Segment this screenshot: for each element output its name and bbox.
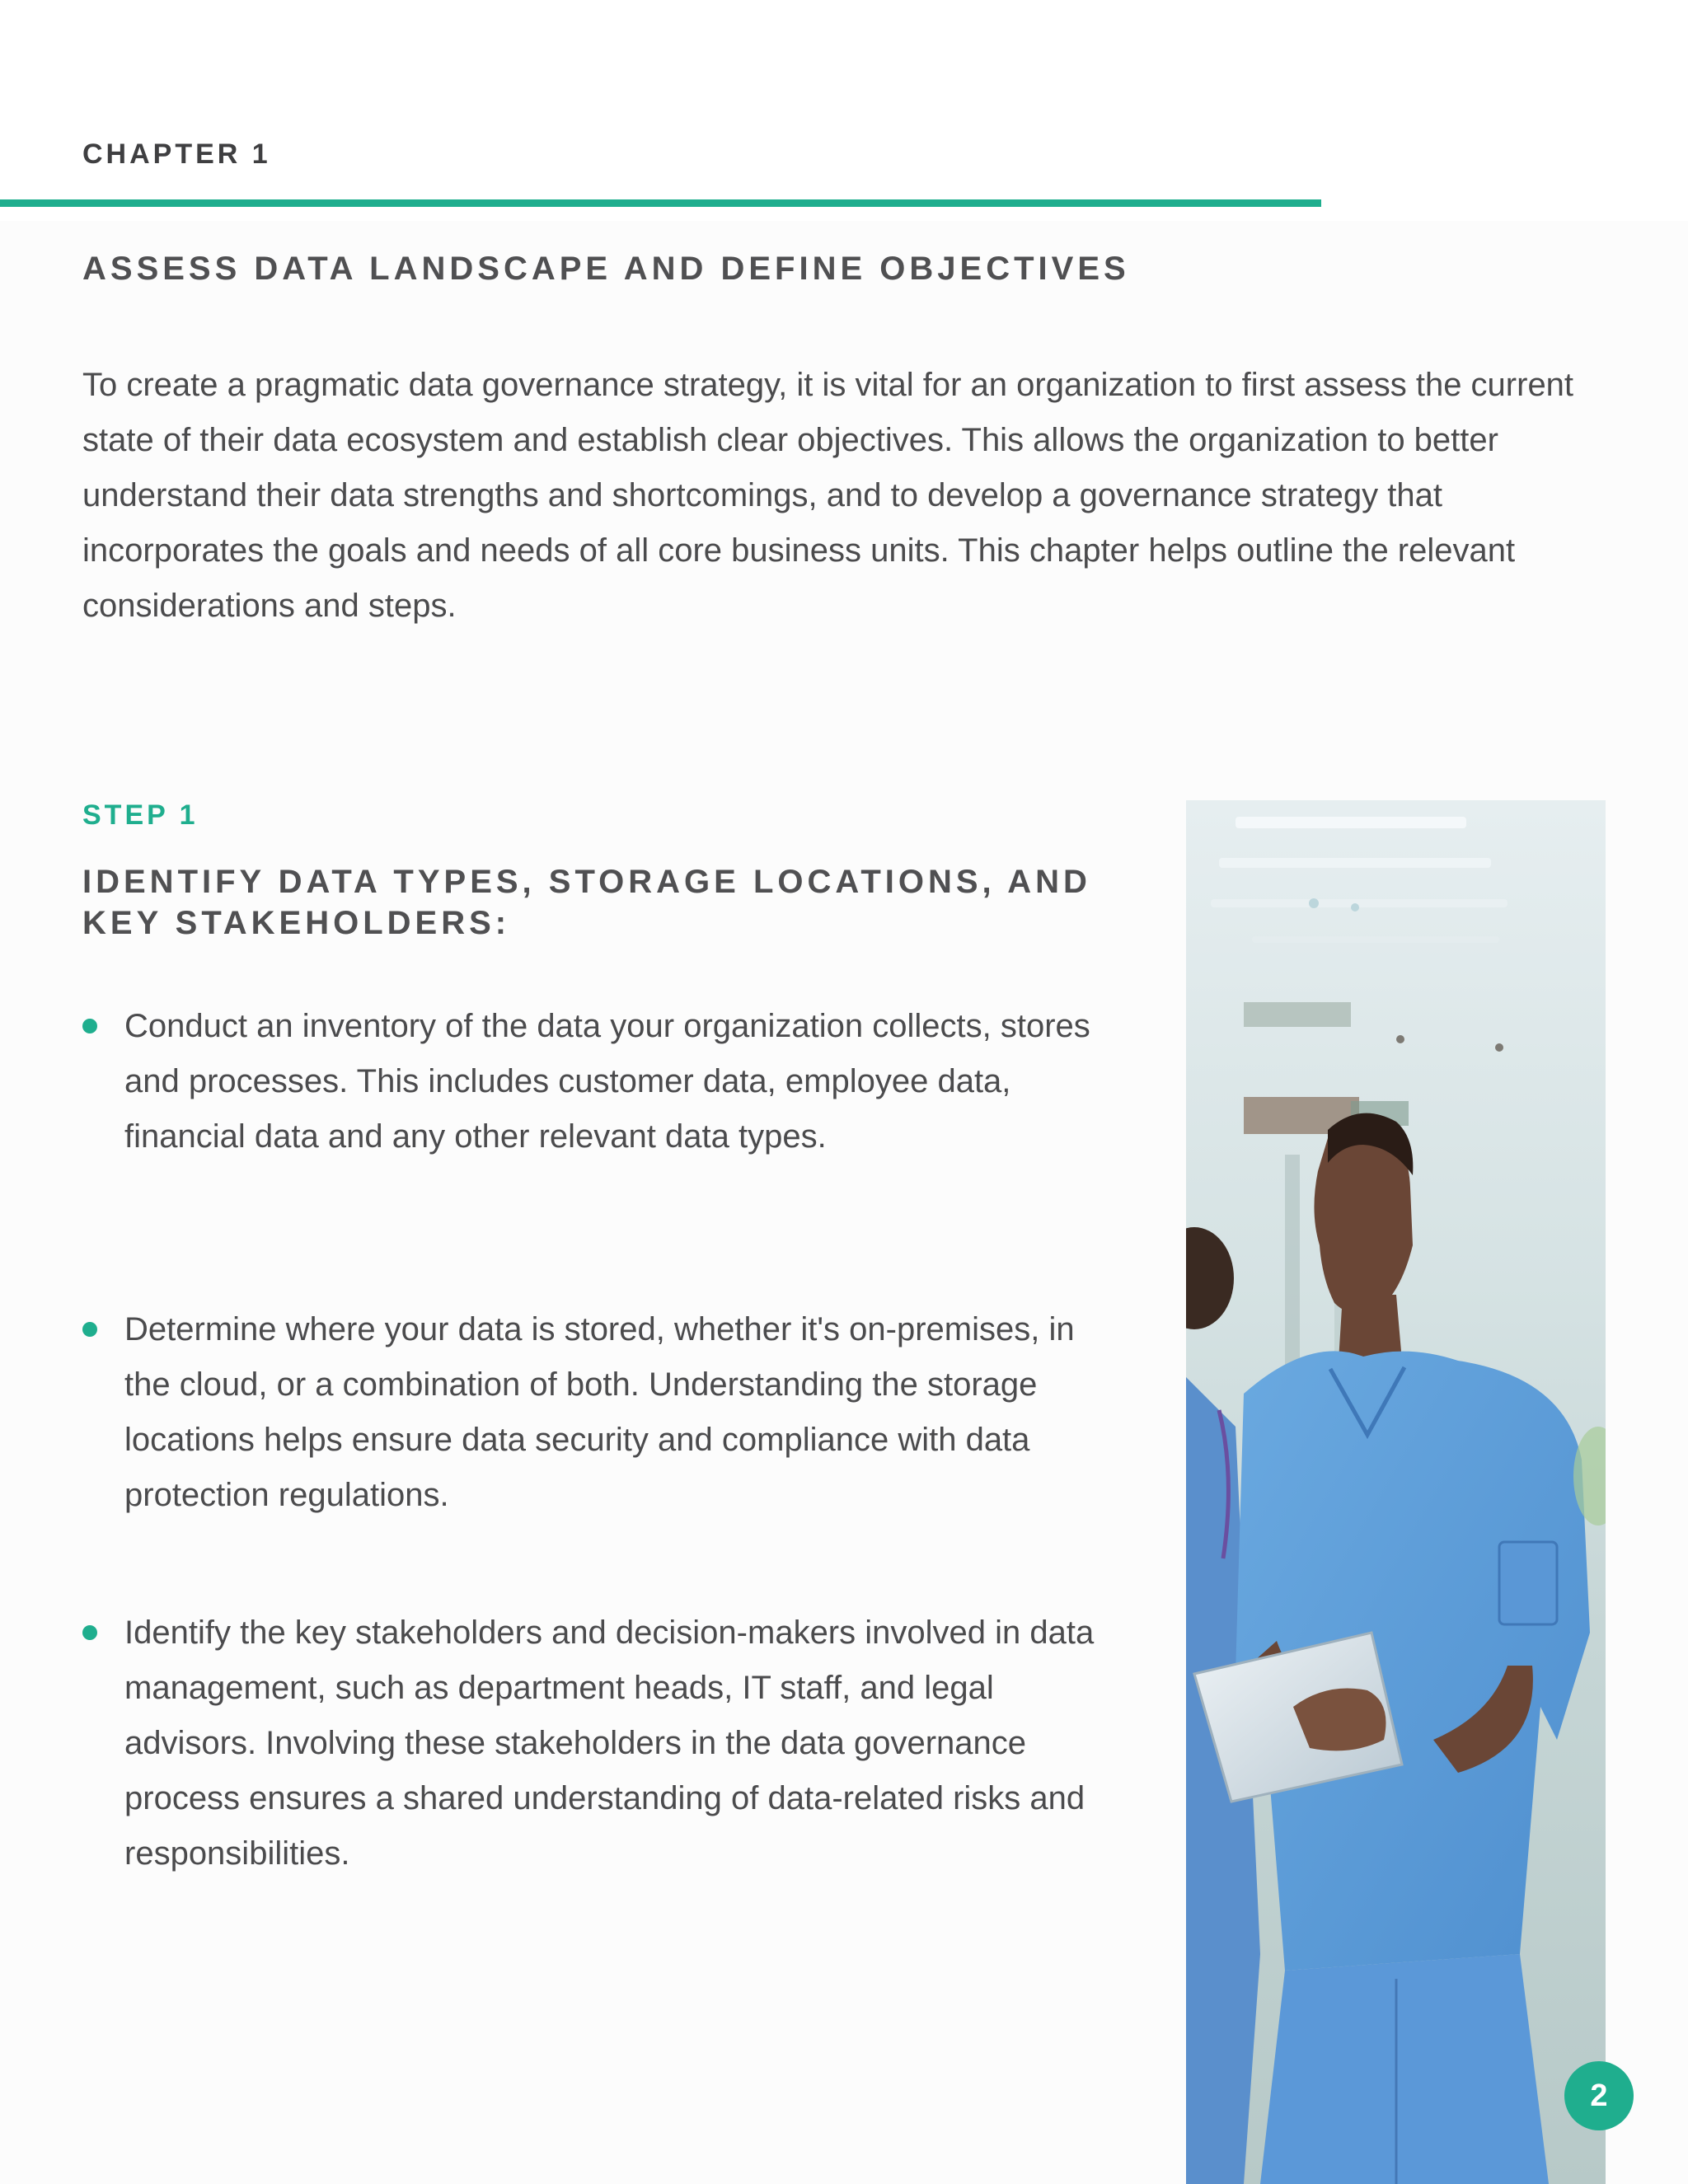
bullet-item [82,1302,1113,1523]
bullet-dot-icon [82,1625,97,1640]
bullet-dot-icon [82,1019,97,1033]
chapter-label: CHAPTER 1 [82,138,271,170]
step-title: IDENTIFY DATA TYPES, STORAGE LOCATIONS, AND KEY STAKEHOLDERS: [82,864,1091,941]
accent-divider [0,199,1321,207]
page-number-badge: 2 [1564,2061,1634,2130]
bullet-text: Conduct an inventory of the data your organization collects, stores and processes. This includes customer data, employee data, financial data and any other relevant data types. [124,1008,1090,1155]
bullet-item [82,1605,1113,1882]
step-label: STEP 1 [82,799,199,831]
bullet-text: Determine where your data is stored, whether it's on-premises, in the cloud, or a combination of both. Understanding the storage locations helps ensure data security and compliance with data protection regulations. [124,1311,1075,1513]
intro-paragraph: To create a pragmatic data governance strategy, it is vital for an organization to first assess the current state of their data ecosystem and establish clear objectives. This allows the organization to better understand their data strengths and shortcomings, and to develop a governance strategy that incorporates the goals and needs of all core business units. This chapter helps outline the relevant considerations and steps. [82,367,1574,624]
bullet-dot-icon [82,1322,97,1337]
healthcare-workers-photo [1186,800,1606,2184]
bullet-text: Identify the key stakeholders and decision-makers involved in data management, such as department heads, IT staff, and legal advisors. Involving these stakeholders in the data governance process ensures a shared understanding of data-related risks and responsibilities. [124,1615,1095,1872]
section-title: ASSESS DATA LANDSCAPE AND DEFINE OBJECTIVES [82,251,1130,287]
bullet-item [82,999,1113,1165]
